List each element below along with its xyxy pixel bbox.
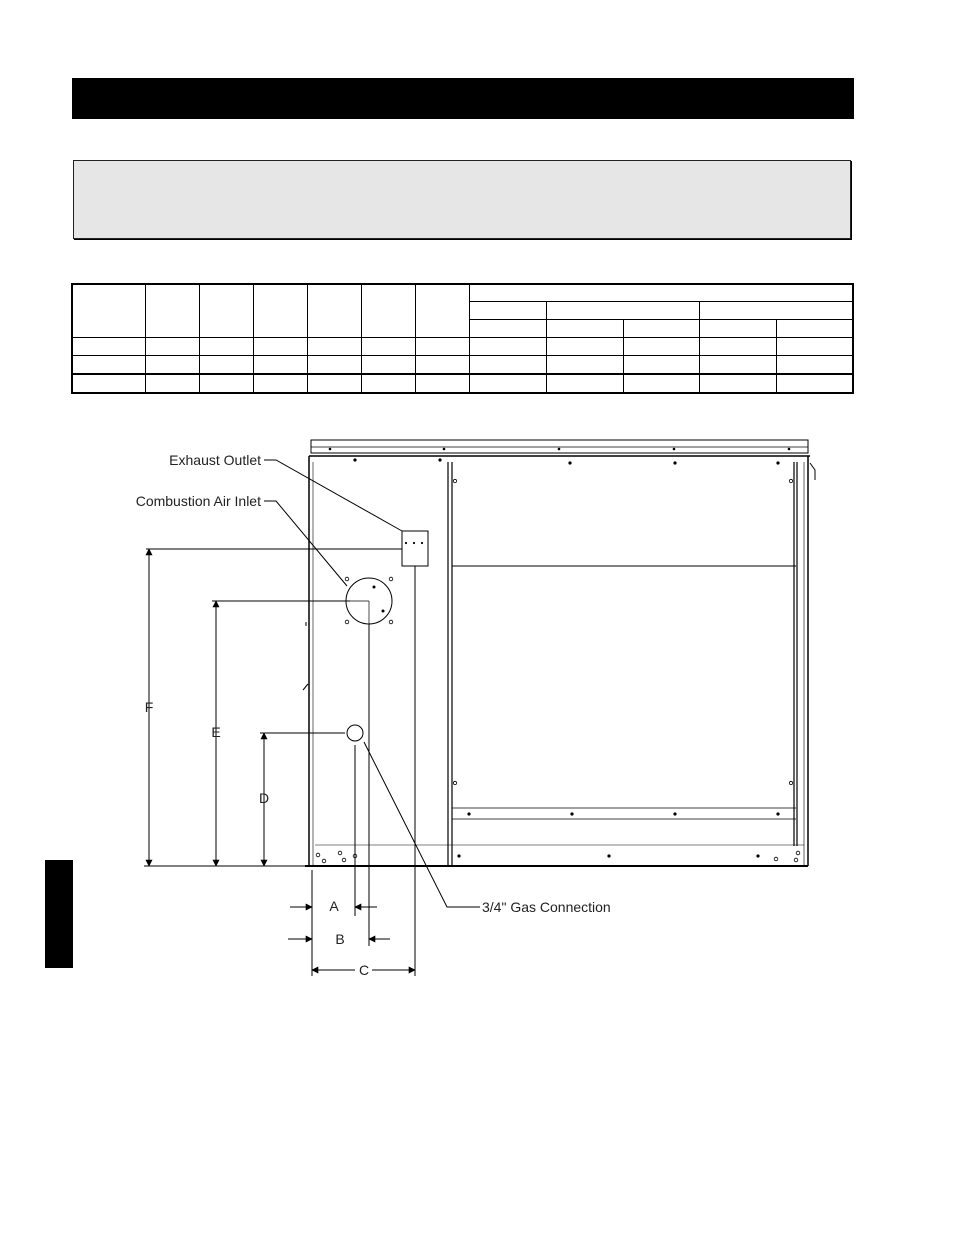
side-panel-detail [303, 463, 815, 690]
exhaust-outlet [402, 531, 428, 566]
gas-connection-label: 3/4" Gas Connection [482, 899, 611, 915]
vestibule-divider [448, 462, 452, 866]
dimension-b-label: B [335, 931, 345, 947]
dimension-f [144, 549, 402, 866]
dimension-f-label: F [144, 699, 154, 715]
combustion-air-inlet-label: Combustion Air Inlet [135, 493, 261, 509]
dimension-a-label: A [329, 898, 339, 914]
fastener-holes [316, 479, 800, 863]
fastener-screws [329, 448, 791, 858]
dimension-e-label: E [211, 724, 221, 740]
combustion-air-inlet [345, 577, 393, 624]
dimension-c-label: C [358, 962, 370, 978]
access-panel [452, 462, 797, 846]
dimension-d-label: D [258, 790, 270, 806]
gas-connection [347, 725, 363, 741]
dimension-extensions [312, 566, 415, 976]
unit-cabinet [305, 440, 810, 866]
exhaust-outlet-label: Exhaust Outlet [169, 452, 261, 468]
dimension-d [260, 733, 345, 866]
